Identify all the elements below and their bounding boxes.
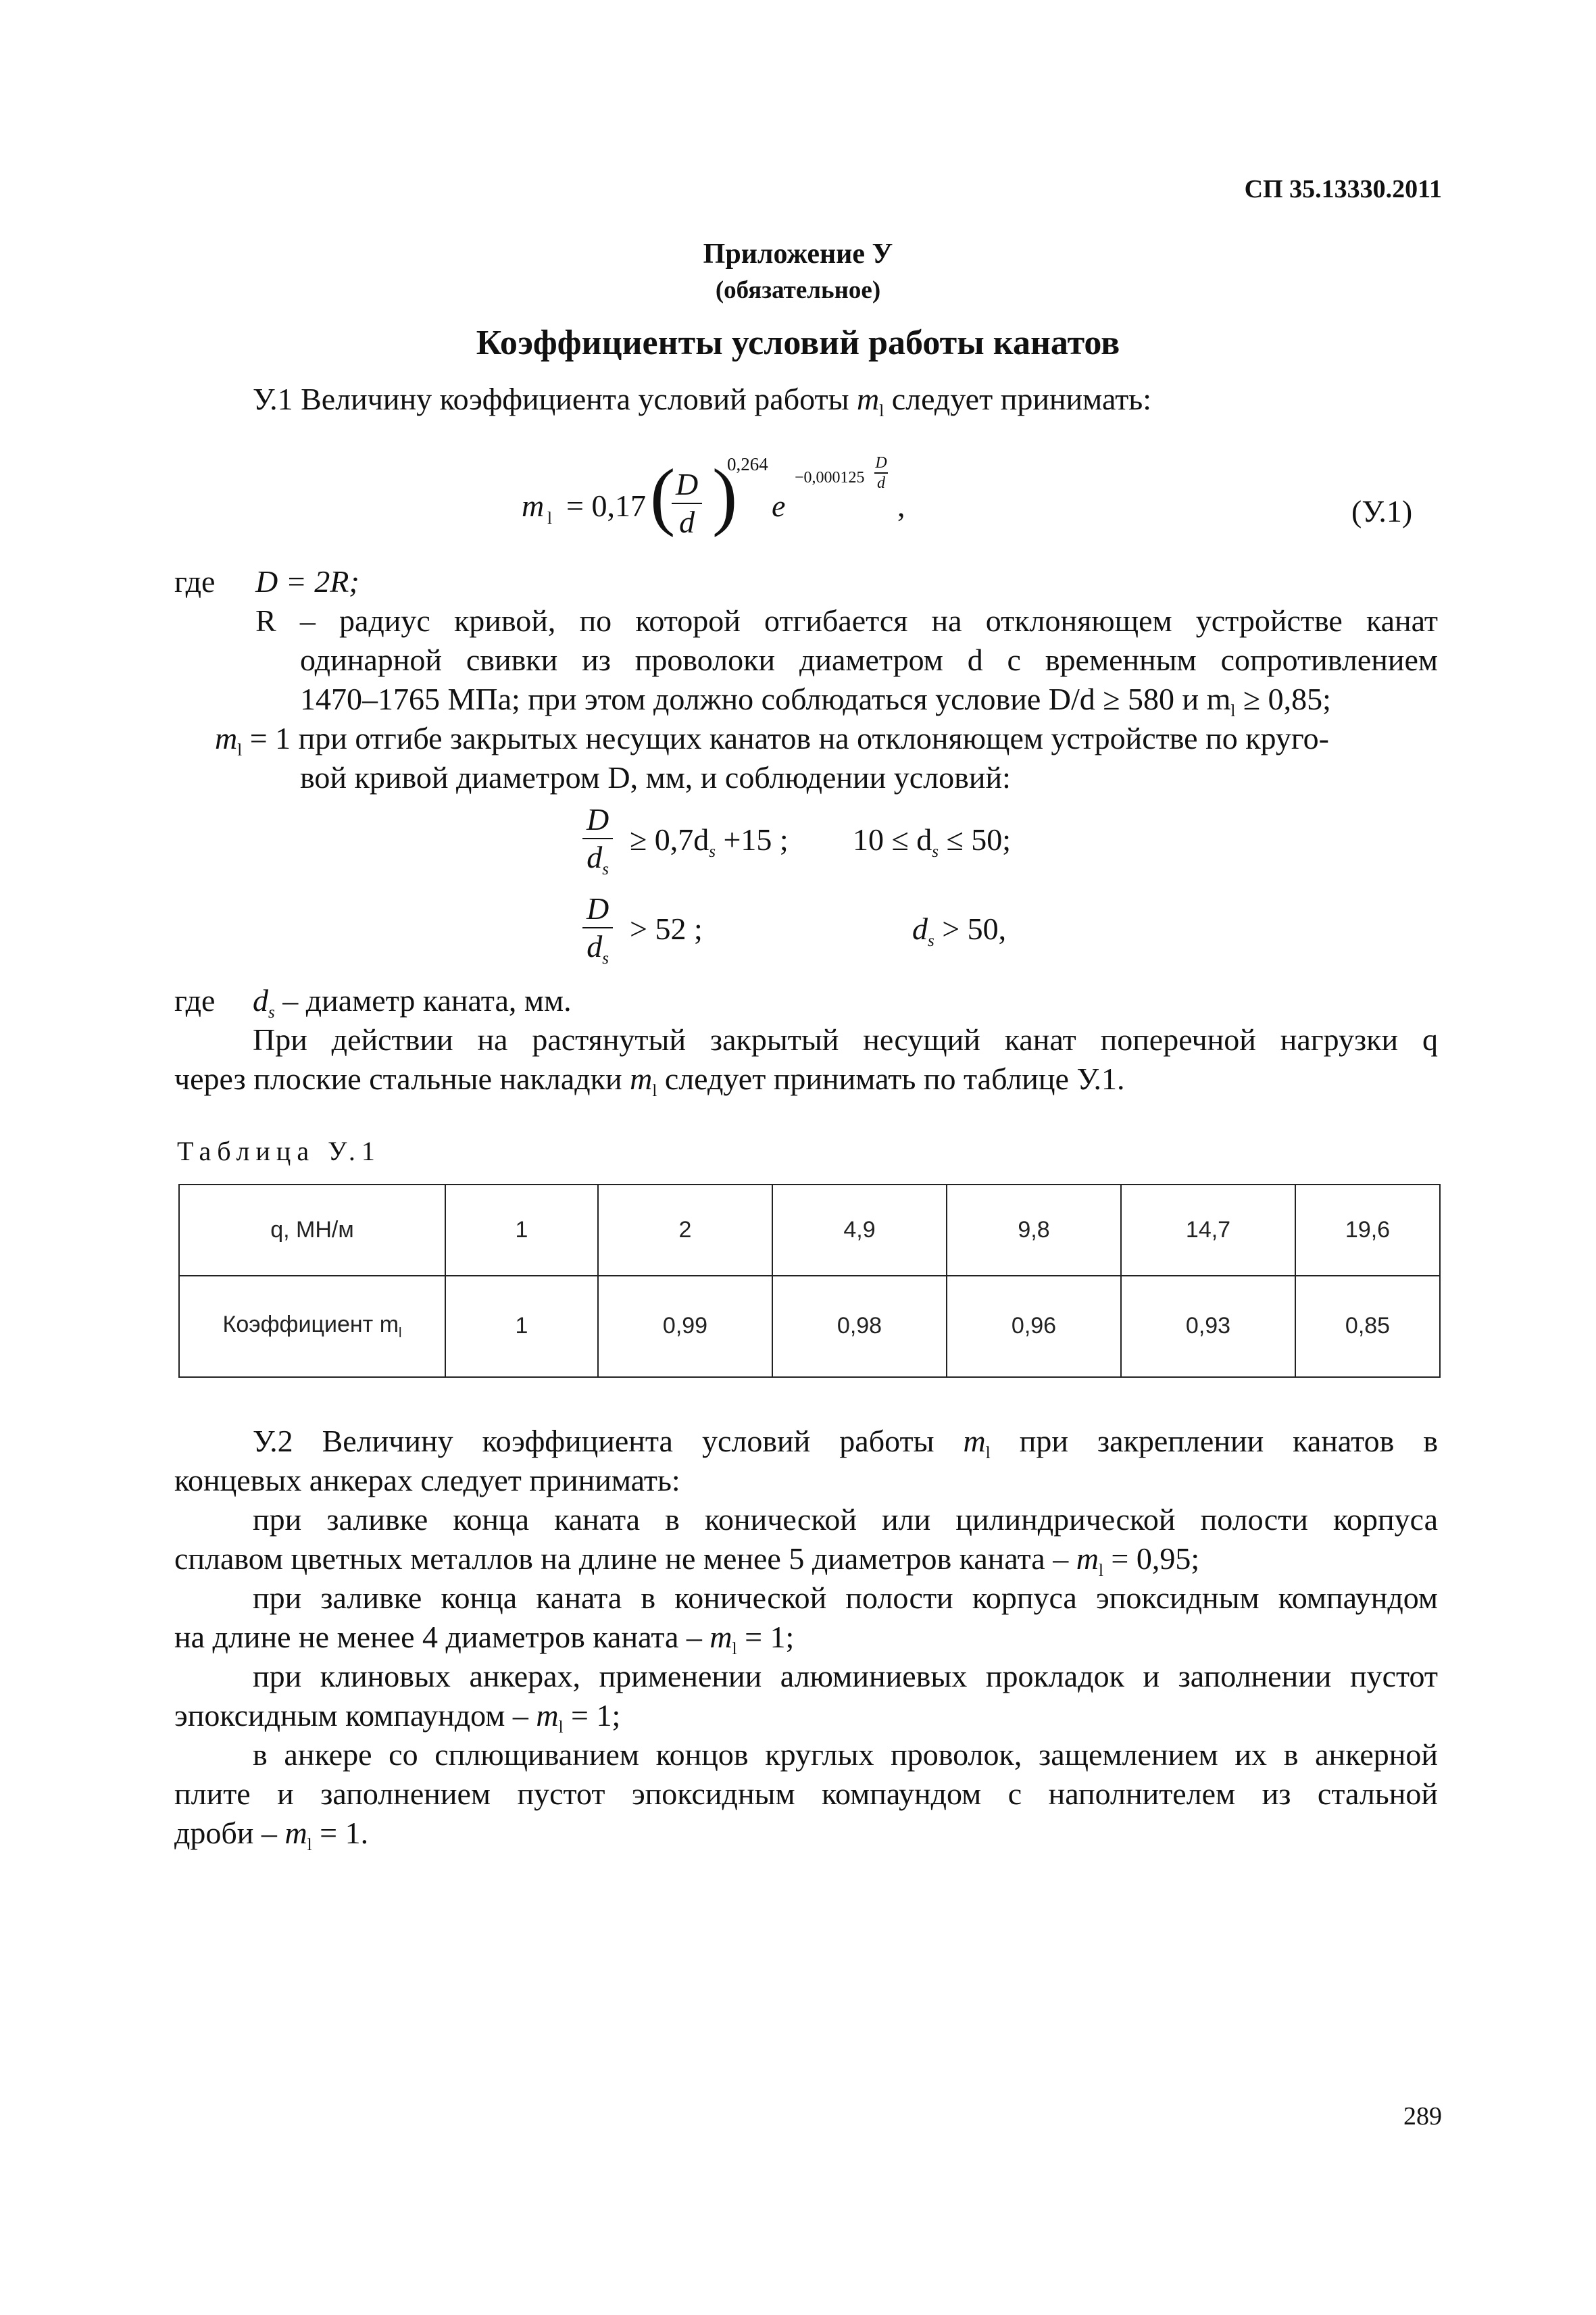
left-paren: (	[650, 454, 676, 538]
section2-p4-line2: плите и заполнением пустот эпоксидным компаундом с наполнителем из стальной	[174, 1776, 1438, 1811]
appendix-title: Приложение У	[703, 239, 893, 270]
table-cell: 14,7	[1121, 1185, 1295, 1276]
table-cell: 0,99	[598, 1276, 772, 1377]
section2-p1-line2: сплавом цветных металлов на длине не менее 5 диаметров каната – $m_l = 0,95$;	[174, 1541, 1200, 1580]
section2-p4-line3: дроби – $m_l = 1$.	[174, 1816, 369, 1855]
m1-definition-line2: вой кривой диаметром D, мм, и соблюдении условий:	[300, 760, 1011, 795]
section1-intro: У.1 Величину коэффициента условий работы $m_l$ следует принимать:	[253, 382, 1152, 421]
formula-label: (У.1)	[1351, 494, 1413, 528]
right-paren: )	[712, 454, 738, 538]
section2-intro-line1: У.2 Величину коэффициента условий работы $m_l$ при закреплении канатов в	[253, 1424, 1439, 1463]
table-cell: 4,9	[772, 1185, 947, 1276]
table-cell: 1	[445, 1276, 598, 1377]
table-cell: 9,8	[947, 1185, 1121, 1276]
section2-p3-line2: эпоксидным компаундом – $m_l = 1$;	[174, 1698, 621, 1737]
table-row	[179, 1276, 1440, 1377]
section2-p2-line2: на длине не менее 4 диаметров каната – $m_l = 1$;	[174, 1620, 795, 1659]
formula-fraction: $\frac{D}{d}$	[672, 466, 702, 541]
coefficient-table	[178, 1184, 1441, 1378]
load-paragraph-line2: через плоские стальные накладки $m_l$ следует принимать по таблице У.1.	[174, 1062, 1125, 1101]
row-header-load: q, МН/м	[179, 1185, 445, 1276]
table-cell: 0,93	[1121, 1276, 1295, 1377]
main-title: Коэффициенты условий работы канатов	[476, 324, 1120, 362]
table-cell: 1	[445, 1185, 598, 1276]
formula-u1: m l = 0,17 ( $\frac{D}{d}$ ) 0,264 e −0,000125 D d ,	[522, 454, 905, 539]
condition-2: $\frac{D}{d_s}$ > 52 ; $d_s > 50$,	[582, 891, 1123, 978]
condition-1-fraction: $\frac{D}{d_s}$	[582, 801, 613, 888]
where-label-2: где	[174, 983, 216, 1018]
section2-p4-line1: в анкере со сплющиванием концов круглых проволок, защемлением их в анкерной	[253, 1737, 1438, 1772]
condition-2-fraction: $\frac{D}{d_s}$	[582, 891, 613, 977]
definition-d: D = 2R;	[255, 564, 359, 599]
table-caption: Таблица У.1	[177, 1136, 381, 1166]
condition-1: $\frac{D}{d_s}$ ≥ $0,7d_s +15$ ; $10 \le d_s \le 50$;	[582, 801, 1123, 889]
section2-intro-line2: концевых анкерах следует принимать:	[174, 1463, 680, 1497]
document-code: СП 35.13330.2011	[1244, 175, 1442, 203]
m1-definition-line1: $m_l = 1$ при отгибе закрытых несущих канатов на отклоняющем устройстве по круго-	[215, 721, 1329, 760]
section2-p3-line1: при клиновых анкерах, применении алюминиевых прокладок и заполнении пустот	[253, 1659, 1438, 1693]
page-number: 289	[1403, 2102, 1442, 2131]
r-definition-line2: одинарной свивки из проволоки диаметром d с временным сопротивлением	[300, 643, 1438, 677]
where-label: где	[174, 564, 216, 599]
r-definition-line1: R – радиус кривой, по которой отгибается на отклоняющем устройстве канат	[255, 603, 1438, 638]
load-paragraph-line1: При действии на растянутый закрытый несущий канат поперечной нагрузки q	[253, 1022, 1438, 1057]
r-definition-line3: 1470–1765 МПа; при этом должно соблюдаться условие D/d ≥ 580 и $m_l \ge 0,85$;	[300, 682, 1331, 721]
appendix-subtitle: (обязательное)	[715, 276, 881, 304]
section2-p2-line1: при заливке конца каната в конической полости корпуса эпоксидным компаундом	[253, 1580, 1438, 1615]
table-cell: 19,6	[1295, 1185, 1440, 1276]
table-cell: 2	[598, 1185, 772, 1276]
definition-ds: $d_s$ – диаметр каната, мм.	[253, 983, 572, 1022]
row-header-coefficient: Коэффициент $m_l$	[179, 1276, 445, 1377]
section2-p1-line1: при заливке конца каната в конической или цилиндрической полости корпуса	[253, 1502, 1438, 1537]
table-row	[179, 1185, 1440, 1276]
table-cell: 0,85	[1295, 1276, 1440, 1377]
table-cell: 0,96	[947, 1276, 1121, 1377]
table-cell: 0,98	[772, 1276, 947, 1377]
